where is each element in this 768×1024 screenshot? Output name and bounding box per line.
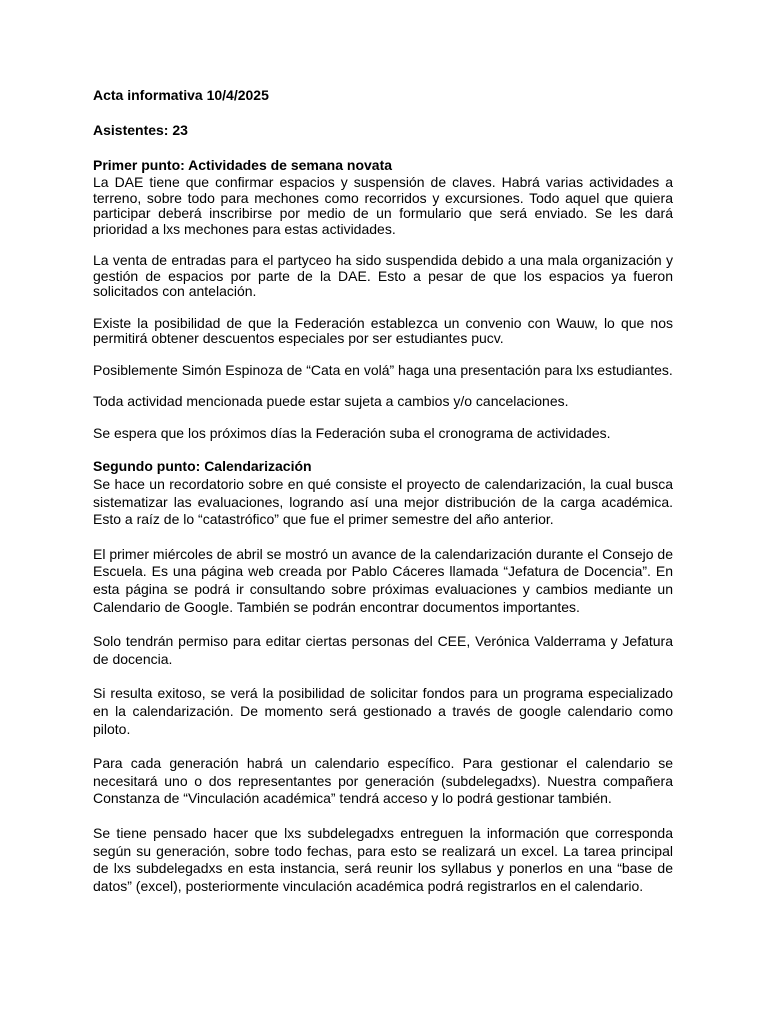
paragraph-2-1: Se hace un recordatorio sobre en qué consiste el proyecto de calendarización, la cual busca sistematizar las evaluaciones, logrando así una mejor distribución de la carga académica. Esto a raíz de lo “catastrófico” que fue el primer semestre del año anterior. [93,476,673,528]
attendees-count: Asistentes: 23 [93,122,188,138]
document-page [93,86,673,895]
paragraph-1-2: La venta de entradas para el partyceo ha sido suspendida debido a una mala organización y gestión de espacios por parte de la DAE. Esto a pesar de que los espacios ya fueron solicitados con antelación. [93,252,673,299]
paragraph-2-5: Para cada generación habrá un calendario específico. Para gestionar el calendario se necesitará uno o dos representantes por generación (subdelegadxs). Nuestra compañera Constanza de “Vinculación académica” tendrá acceso y lo podrá gestionar también. [93,755,673,807]
paragraph-2-2: El primer miércoles de abril se mostró un avance de la calendarización durante el Consejo de Escuela. Es una página web creada por Pablo Cáceres llamada “Jefatura de Docencia”. En esta página se podrá ir consultando sobre próximas evaluaciones y cambios mediante un Calendario de Google. También se podrán encontrar documentos importantes. [93,545,673,615]
paragraph-1-5: Toda actividad mencionada puede estar sujeta a cambios y/o cancelaciones. [93,393,569,409]
paragraph-2-6: Se tiene pensado hacer que lxs subdelegadxs entreguen la información que corresponda según su generación, sobre todo fechas, para esto se realizará un excel. La tarea principal de lxs subdelegadxs en esta instancia, será reunir los syllabus y ponerlos en una “base de datos” (excel), posteriormente vinculación académica podrá registrarlos en el calendario. [93,824,673,894]
paragraph-1-6: Se espera que los próximos días la Federación suba el cronograma de actividades. [93,424,611,441]
paragraph-2-3: Solo tendrán permiso para editar ciertas personas del CEE, Verónica Valderrama y Jefatura de docencia. [93,633,673,667]
paragraph-2-4: Si resulta exitoso, se verá la posibilidad de solicitar fondos para un programa especializado en la calendarización. De momento será gestionado a través de google calendario como piloto. [93,685,673,737]
section-heading-2: Segundo punto: Calendarización [93,458,312,474]
paragraph-1-4: Posiblemente Simón Espinoza de “Cata en volá” haga una presentación para lxs estudiantes. [93,361,673,378]
document-title: Acta informativa 10/4/2025 [93,87,269,103]
section-heading-1: Primer punto: Actividades de semana novata [93,157,393,173]
paragraph-1-1: La DAE tiene que confirmar espacios y suspensión de claves. Habrá varias actividades a terreno, sobre todo para mechones como recorridos y excursiones. Todo aquel que quiera participar deberá inscribirse por medio de un formulario que será enviado. Se les dará prioridad a lxs mechones para estas actividades. [93,174,673,237]
paragraph-1-3: Existe la posibilidad de que la Federación establezca un convenio con Wauw, lo que nos permitirá obtener descuentos especiales por ser estudiantes pucv. [93,314,673,346]
